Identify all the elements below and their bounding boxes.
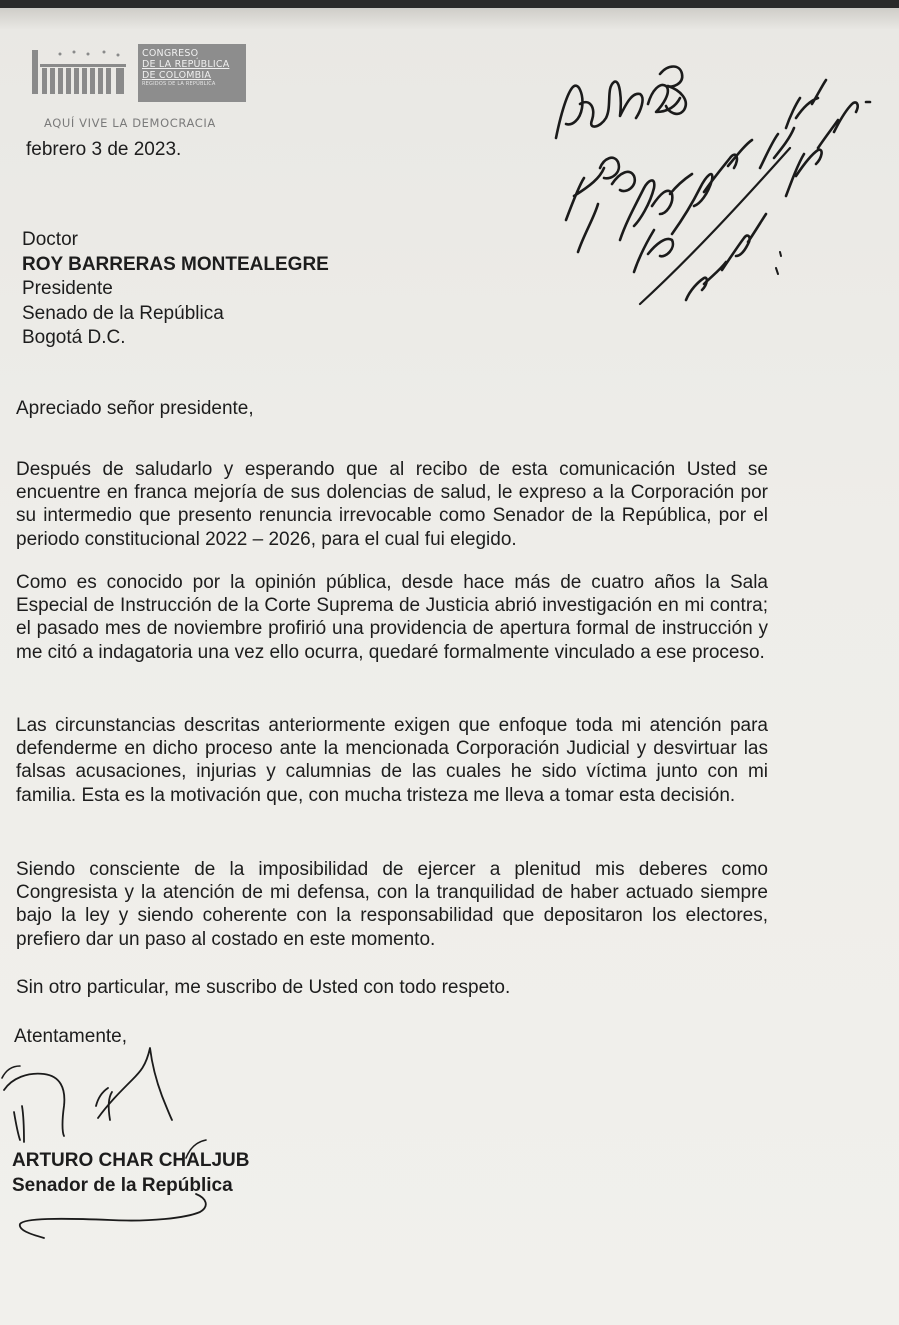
- recipient-title: Doctor: [22, 229, 78, 250]
- recipient-block: [22, 228, 329, 351]
- letter-page: [0, 8, 899, 1325]
- body-paragraph: Las circunstancias descritas anteriormente exigen que enfoque toda mi atención para defenderme en dicho proceso ante la mencionada Corporación Judicial y desvirtuar las falsas acusaciones, injurias y calumnias de las cuales he sido víctima junto con mi familia. Esta es la motivación que, con mucha tristeza me lleva a tomar esta decisión.: [16, 715, 768, 806]
- greeting: Apreciado señor presidente,: [16, 398, 254, 419]
- body-paragraph: Como es conocido por la opinión pública, desde hace más de cuatro años la Sala Especial de Instrucción de la Corte Suprema de Justicia abrió investigación en mi contra; el pasado mes de noviembre profirió una providencia de apertura formal de instrucción y me citó a indagatoria una vez ello ocurra, quedaré formalmente vinculado a ese proceso.: [16, 572, 768, 663]
- signer-block: [12, 1148, 250, 1198]
- page-edge-shadow: [0, 8, 899, 30]
- signature: [2, 1048, 206, 1238]
- body-paragraph: Después de saludarlo y esperando que al recibo de esta comunicación Usted se encuentre en franca mejoría de sus dolencias de salud, le expreso a la Corporación por su intermedio que presento renuncia irrevocable como Senador de la República, por el periodo constitucional 2022 – 2026, para el cual fui elegido.: [16, 459, 768, 550]
- recipient-institution: Senado de la República: [22, 302, 224, 324]
- closing-line: Sin otro particular, me suscribo de Usted con todo respeto.: [16, 977, 511, 998]
- congress-building-icon: [30, 46, 130, 98]
- logo-line-4: REGIDOS DE LA REPÚBLICA: [142, 81, 216, 87]
- recipient-role: Presidente: [22, 278, 113, 299]
- signer-name: ARTURO CHAR CHALJUB: [12, 1150, 250, 1171]
- valediction: Atentamente,: [14, 1026, 128, 1047]
- recipient-city: Bogotá D.C.: [22, 327, 126, 348]
- logo-line-1: CONGRESO: [142, 48, 199, 59]
- logo-wordmark: [138, 44, 246, 102]
- letter-date: febrero 3 de 2023.: [26, 139, 182, 160]
- handwritten-receipt-note: [556, 67, 870, 305]
- body-paragraph: Siendo consciente de la imposibilidad de ejercer a plenitud mis deberes como Congresista y la atención de mi defensa, con la tranquilidad de haber actuado siempre bajo la ley y siendo coherente con la responsabilidad que depositaron los electores, prefiero dar un paso al costado en este momento.: [16, 859, 768, 950]
- congress-logo: [28, 40, 248, 110]
- signer-role: Senador de la República: [12, 1175, 233, 1196]
- letterhead-motto: AQUÍ VIVE LA DEMOCRACIA: [44, 116, 216, 130]
- logo-line-2: DE LA REPÚBLICA: [142, 59, 230, 70]
- recipient-name: ROY BARRERAS MONTEALEGRE: [22, 253, 329, 275]
- handwriting-layer: [0, 8, 899, 1325]
- logo-line-3: DE COLOMBIA: [142, 70, 212, 81]
